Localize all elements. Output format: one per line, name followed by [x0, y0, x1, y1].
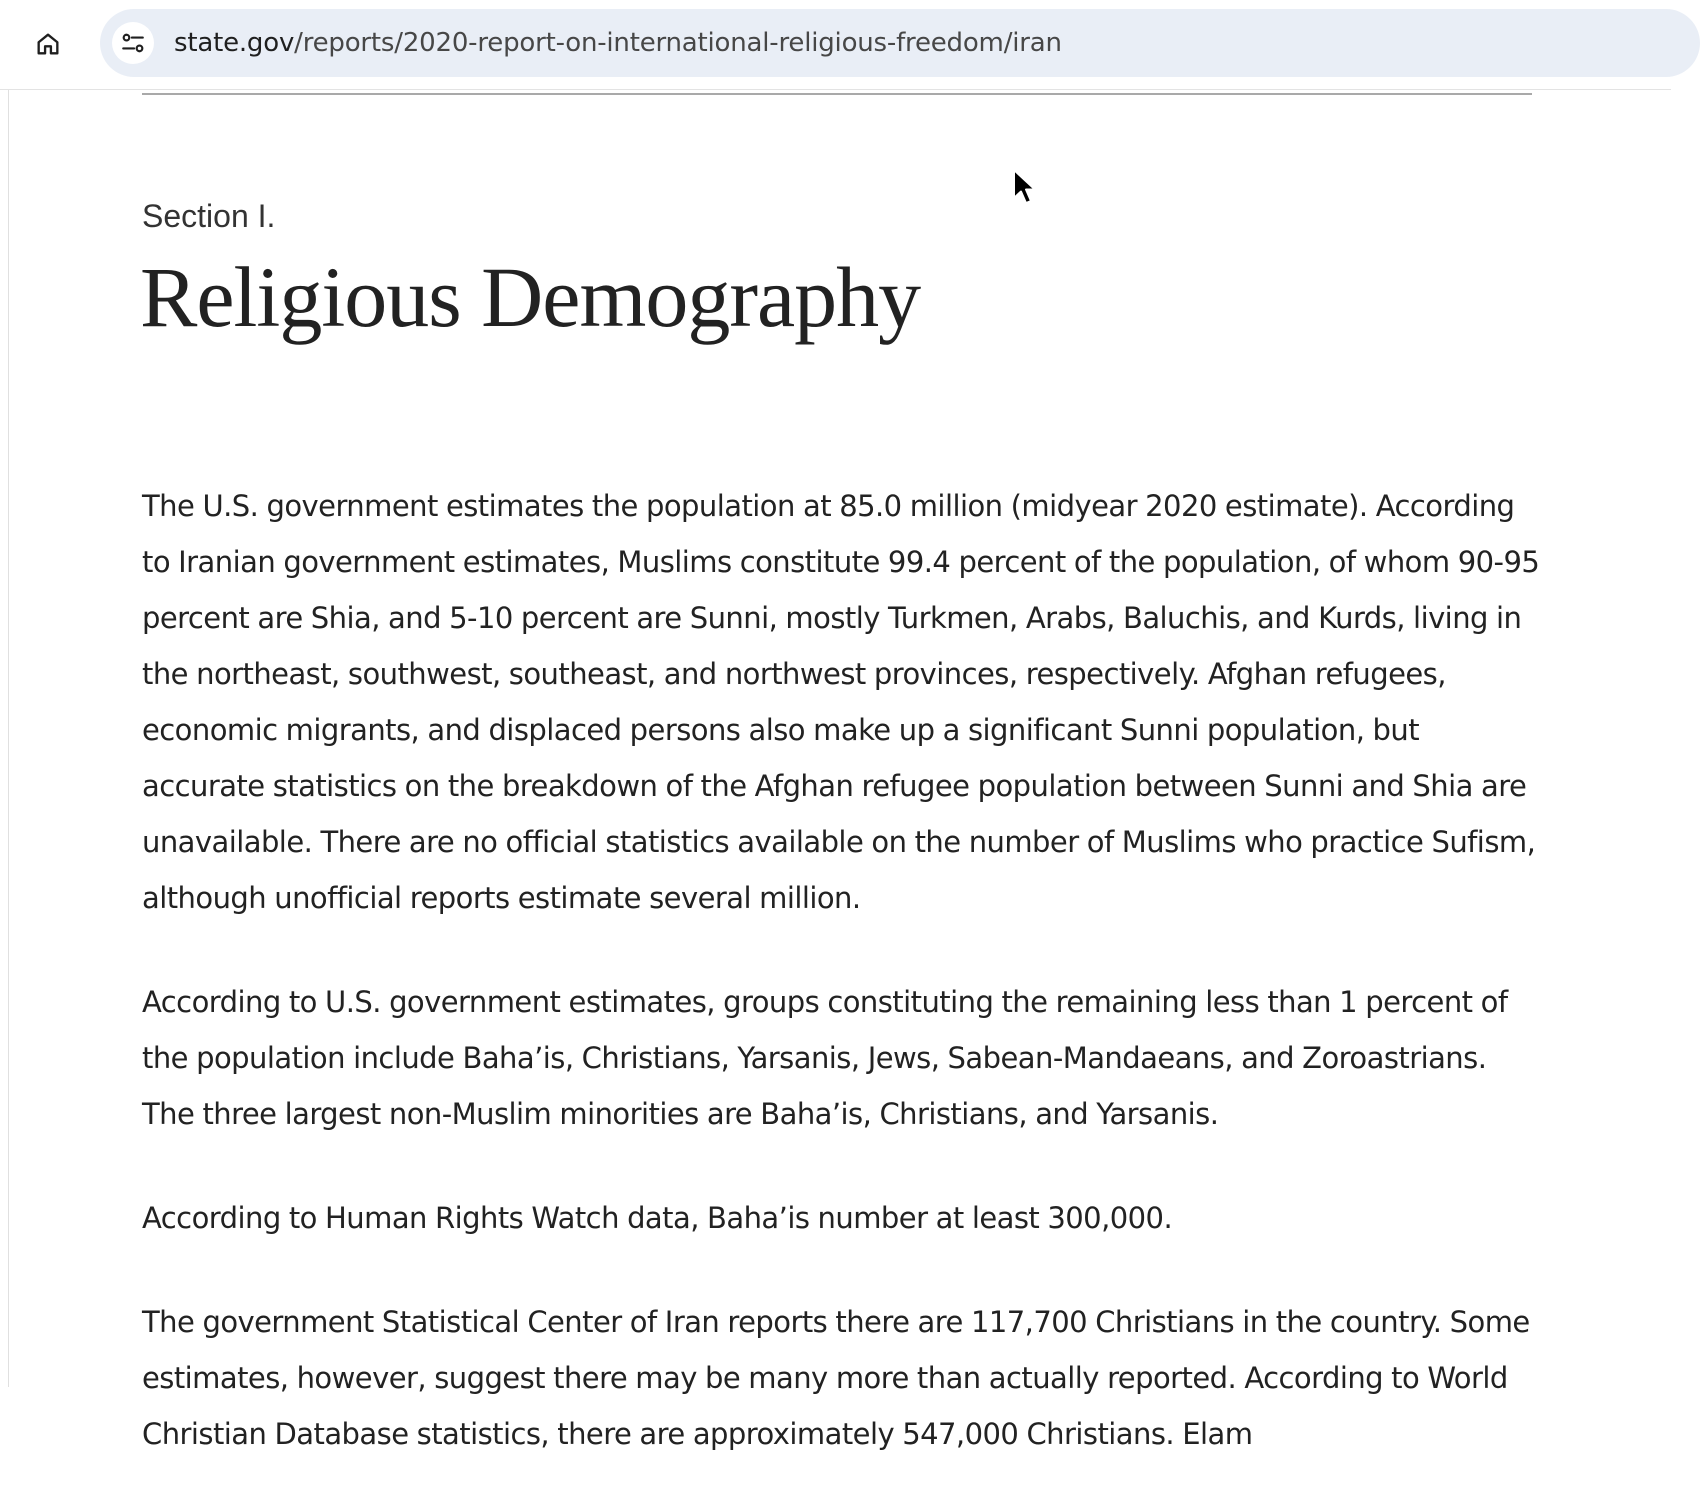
content-left-border [8, 90, 9, 1387]
mouse-cursor-icon [1012, 168, 1038, 208]
address-bar[interactable] [100, 9, 1700, 77]
section-divider [142, 93, 1532, 95]
url-text[interactable] [174, 9, 1062, 77]
tune-icon [120, 30, 146, 56]
article-body [142, 478, 1542, 1510]
url-domain: state.gov [174, 28, 295, 58]
page-content[interactable] [0, 90, 1671, 1451]
site-info-button[interactable] [112, 22, 154, 64]
paragraph-christians: The government Statistical Center of Iran reports there are 117,700 Christians in the country. Some estimates, however, suggest there may be many more than actually reported. According to World Christian Database statistics, there are approximately 547,000 Christians. Elam [142, 1305, 1530, 1451]
section-label: Section I. [142, 198, 276, 234]
home-button[interactable] [26, 22, 70, 66]
paragraph-minorities: According to U.S. government estimates, groups constituting the remaining less than 1 percent of the population include Baha’is, Christians, Yarsanis, Jews, Sabean-Mandaeans, and Zoroastrians. The three largest non-Muslim minorities are Baha’is, Christians, and Yarsanis. [142, 985, 1508, 1131]
paragraph-population: The U.S. government estimates the population at 85.0 million (midyear 2020 estimate). According to Iranian government estimates, Muslims constitute 99.4 percent of the population, of whom 90-95 percent are Shia, and 5-10 percent are Sunni, mostly Turkmen, Arabs, Baluchis, and Kurds, living in the northeast, southwest, southeast, and northwest provinces, respectively. Afghan refugees, economic migrants, and displaced persons also make up a significant Sunni population, but accurate statistics on the breakdown of the Afghan refugee population between Sunni and Shia are unavailable. There are no official statistics available on the number of Muslims who practice Sufism, although unofficial reports estimate several million. [142, 489, 1540, 915]
paragraph-bahais: According to Human Rights Watch data, Baha’is number at least 300,000. [142, 1201, 1173, 1235]
browser-toolbar [0, 0, 1671, 90]
url-path: /reports/2020-report-on-international-religious-freedom/iran [294, 28, 1062, 58]
home-icon [34, 30, 62, 58]
section-title: Religious Demography [140, 249, 921, 345]
